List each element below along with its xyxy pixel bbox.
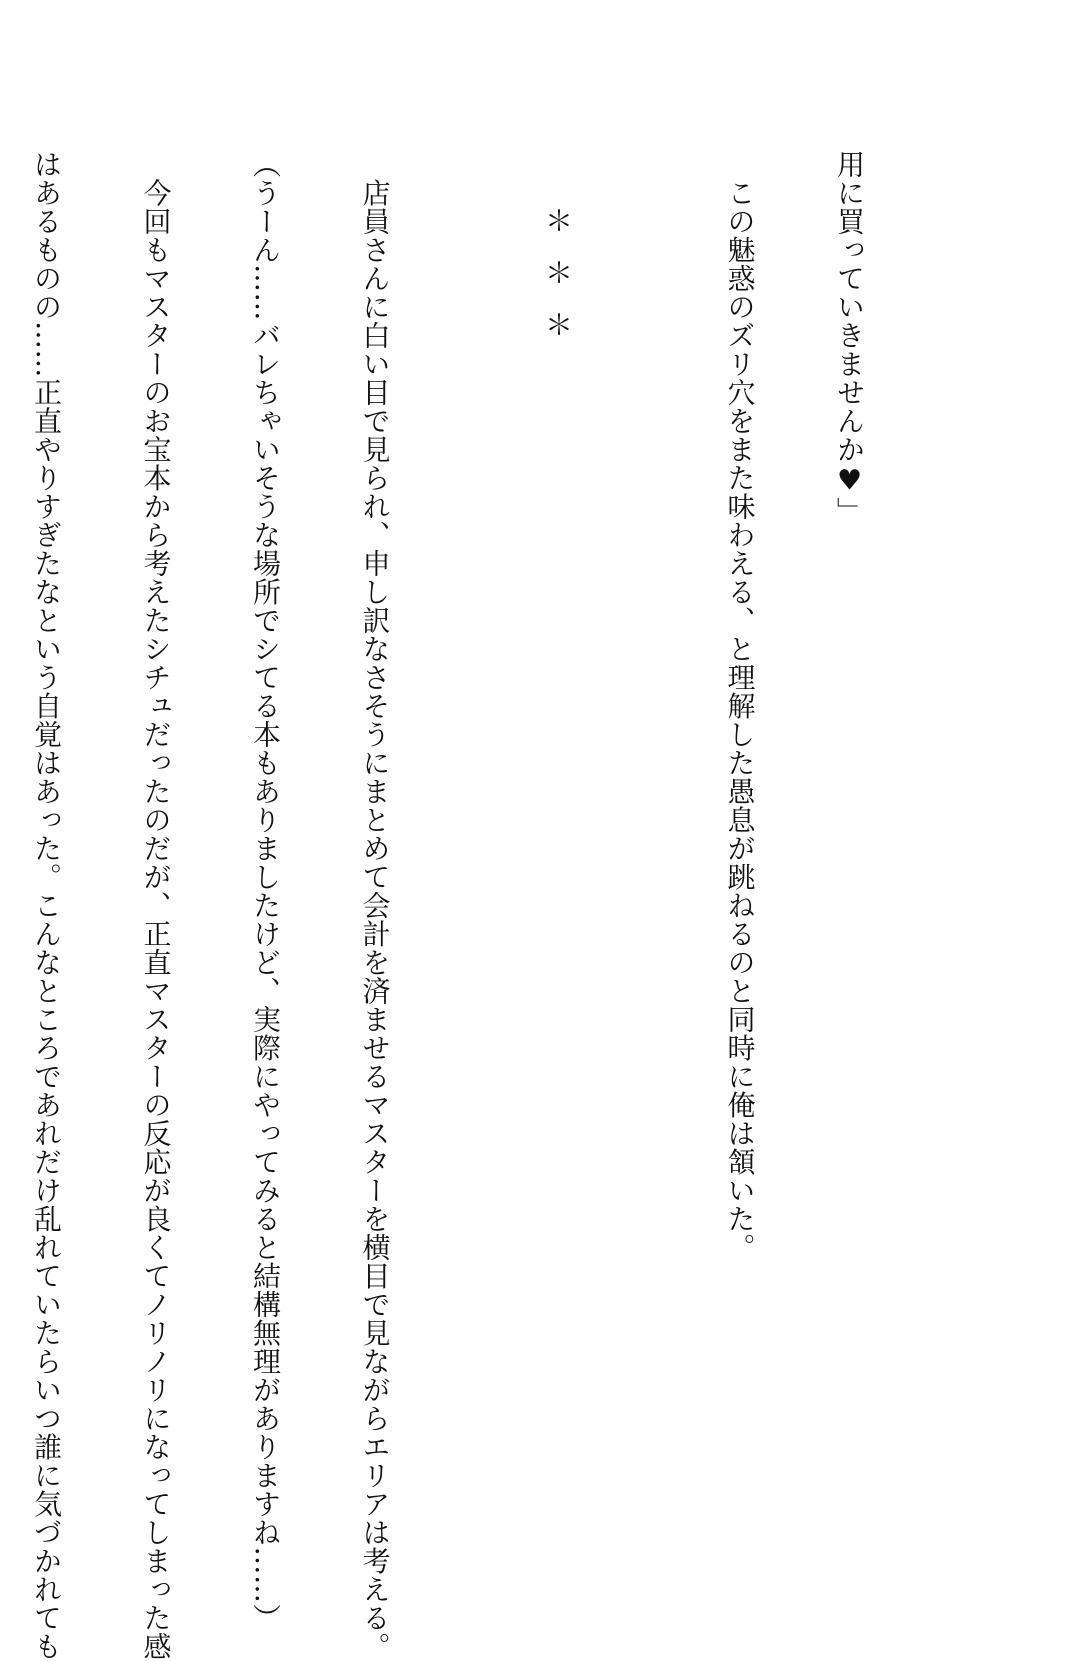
text-line: はあるものの……正直やりすぎたなという自覚はあった。こんなところであれだけ乱れていたらいつ誰に気づかれても <box>30 150 63 1661</box>
text-line: この魅惑のズリ穴をまた味わえる、と理解した愚息が跳ねるのと同時に俺は頷いた。 <box>723 150 757 1262</box>
text-line: （うーん……バレちゃいそうな場所でシてる本もありましたけど、実際にやってみると結構無理がありますね……） <box>249 150 282 1632</box>
text-line: 店員さんに白い目で見られ、申し訳なさそうにまとめて会計を済ませるマスターを横目で見ながらエリアは考える。 <box>358 150 392 1661</box>
text-line: 今回もマスターのお宝本から考えたシチュだったのだが、正直マスターの反応が良くてノリノリになってしまった感 <box>139 150 173 1661</box>
text-line: 用に買っていきませんか♥」 <box>833 150 866 526</box>
vertical-text-body <box>0 150 940 1661</box>
scene-break: ＊＊＊ <box>541 206 574 362</box>
